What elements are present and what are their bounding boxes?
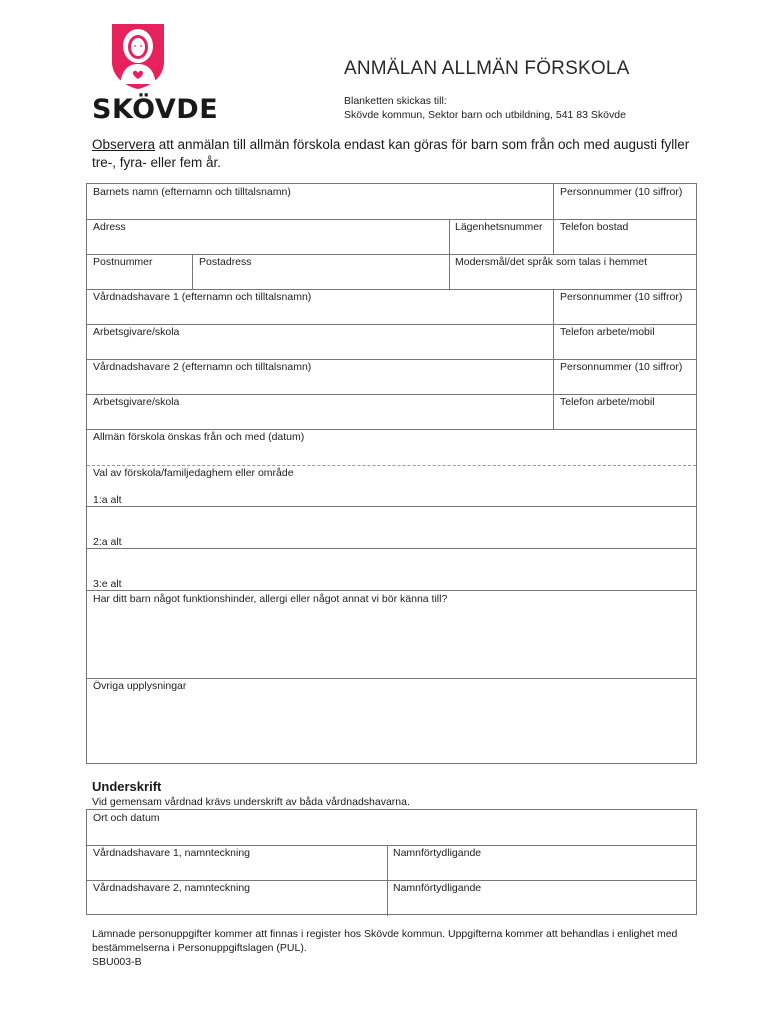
signature-form [86, 809, 697, 915]
special-needs-field[interactable]: Har ditt barn något funktionshinder, allergi eller något annat vi bör känna till? [93, 593, 448, 605]
signature-heading: Underskrift [92, 779, 162, 794]
notice-emphasis: Observera [92, 137, 156, 152]
guardian1-personnummer-field[interactable]: Personnummer (10 siffror) [560, 291, 683, 303]
skovde-logo [92, 18, 219, 125]
send-to-line: Skövde kommun, Sektor barn och utbildning, 541 83 Skövde [344, 109, 626, 121]
apartment-number-field[interactable]: Lägenhetsnummer [455, 221, 543, 233]
guardian2-phone-field[interactable]: Telefon arbete/mobil [560, 396, 655, 408]
eligibility-notice [92, 136, 702, 172]
guardian1-clarification-field[interactable]: Namnförtydligande [393, 847, 482, 859]
guardian1-phone-field[interactable]: Telefon arbete/mobil [560, 326, 655, 338]
mother-tongue-field[interactable]: Modersmål/det språk som talas i hemmet [455, 256, 647, 268]
guardian1-employer-field[interactable]: Arbetsgivare/skola [93, 326, 180, 338]
privacy-notice: Lämnade personuppgifter kommer att finnas i register hos Skövde kommun. Uppgifterna kommer att behandlas i enlighet med bestämmelserna i Personuppgiftslagen (PUL). [92, 928, 678, 954]
choice-alt1-field[interactable]: 1:a alt [93, 494, 122, 506]
madonna-crest-icon [102, 18, 174, 90]
guardian2-clarification-field[interactable]: Namnförtydligande [393, 882, 482, 894]
guardian2-name-field[interactable]: Vårdnadshavare 2 (efternamn och tilltalsnamn) [93, 361, 312, 373]
guardian2-signature-field[interactable]: Vårdnadshavare 2, namnteckning [93, 882, 251, 894]
place-date-field[interactable]: Ort och datum [93, 812, 160, 824]
send-to-address [344, 94, 626, 122]
postal-code-field[interactable]: Postnummer [93, 256, 153, 268]
other-info-field[interactable]: Övriga upplysningar [93, 680, 187, 692]
preschool-choice-heading: Val av förskola/familjedaghem eller område [93, 467, 294, 479]
send-to-label: Blanketten skickas till: [344, 95, 447, 107]
guardian2-personnummer-field[interactable]: Personnummer (10 siffror) [560, 361, 683, 373]
choice-alt3-field[interactable]: 3:e alt [93, 578, 122, 590]
form-code: SBU003-B [92, 956, 142, 968]
address-field[interactable]: Adress [93, 221, 126, 233]
application-form [86, 183, 697, 764]
home-phone-field[interactable]: Telefon bostad [560, 221, 629, 233]
child-personnummer-field[interactable]: Personnummer (10 siffror) [560, 186, 683, 198]
guardian1-signature-field[interactable]: Vårdnadshavare 1, namnteckning [93, 847, 251, 859]
guardian1-name-field[interactable]: Vårdnadshavare 1 (efternamn och tilltalsnamn) [93, 291, 312, 303]
choice-alt2-field[interactable]: 2:a alt [93, 536, 122, 548]
postal-town-field[interactable]: Postadress [199, 256, 252, 268]
notice-text: att anmälan till allmän förskola endast kan göras för barn som från och med augusti fyller tre-, fyra- eller fem år. [92, 137, 690, 170]
form-title: ANMÄLAN ALLMÄN FÖRSKOLA [344, 58, 630, 79]
start-date-field[interactable]: Allmän förskola önskas från och med (datum) [93, 431, 305, 443]
signature-note: Vid gemensam vårdnad krävs underskrift av båda vårdnadshavarna. [92, 796, 410, 808]
child-name-field[interactable]: Barnets namn (efternamn och tilltalsnamn) [93, 186, 291, 198]
privacy-footer [92, 927, 702, 969]
guardian2-employer-field[interactable]: Arbetsgivare/skola [93, 396, 180, 408]
logo-wordmark: SKÖVDE [92, 94, 219, 125]
